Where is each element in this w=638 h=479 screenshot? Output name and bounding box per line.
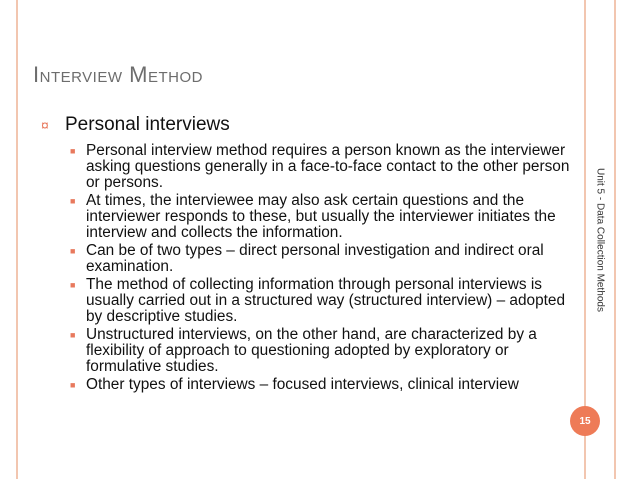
bullet-icon: ¤	[41, 117, 49, 133]
list-item-text: Can be of two types – direct personal investigation and indirect oral examination.	[86, 242, 544, 275]
right-margin-rule-outer	[614, 0, 616, 479]
list-item-text: The method of collecting information through personal interviews is usually carried out in a structured way (structured interview) – adopted by descriptive studies.	[86, 276, 566, 325]
list-item	[70, 243, 575, 275]
slide-title: Interview Method	[33, 62, 203, 87]
list-item	[70, 143, 575, 191]
square-bullet-icon: ■	[70, 196, 76, 206]
list-item	[70, 193, 575, 241]
list-item	[70, 377, 575, 393]
main-bullet	[41, 114, 230, 136]
main-bullet-text: Personal interviews	[65, 114, 230, 135]
list-item-text: At times, the interviewee may also ask certain questions and the interviewer responds to these, but usually the interviewer initiates the interview and collects the information.	[86, 192, 556, 241]
page-number-badge: 15	[570, 406, 600, 436]
square-bullet-icon: ■	[70, 330, 76, 340]
left-margin-rule	[16, 0, 18, 479]
sub-bullet-list	[70, 143, 575, 395]
list-item-text: Unstructured interviews, on the other hand, are characterized by a flexibility of approach to questioning adopted by exploratory or formulative studies.	[86, 326, 537, 375]
square-bullet-icon: ■	[70, 280, 76, 290]
square-bullet-icon: ■	[70, 246, 76, 256]
list-item	[70, 327, 575, 375]
list-item	[70, 277, 575, 325]
list-item-text: Personal interview method requires a person known as the interviewer asking questions generally in a face-to-face contact to the other person or persons.	[86, 142, 570, 191]
unit-side-label: Unit 5 - Data Collection Methods	[594, 168, 606, 312]
square-bullet-icon: ■	[70, 380, 76, 390]
list-item-text: Other types of interviews – focused interviews, clinical interview	[86, 376, 519, 393]
square-bullet-icon: ■	[70, 146, 76, 156]
